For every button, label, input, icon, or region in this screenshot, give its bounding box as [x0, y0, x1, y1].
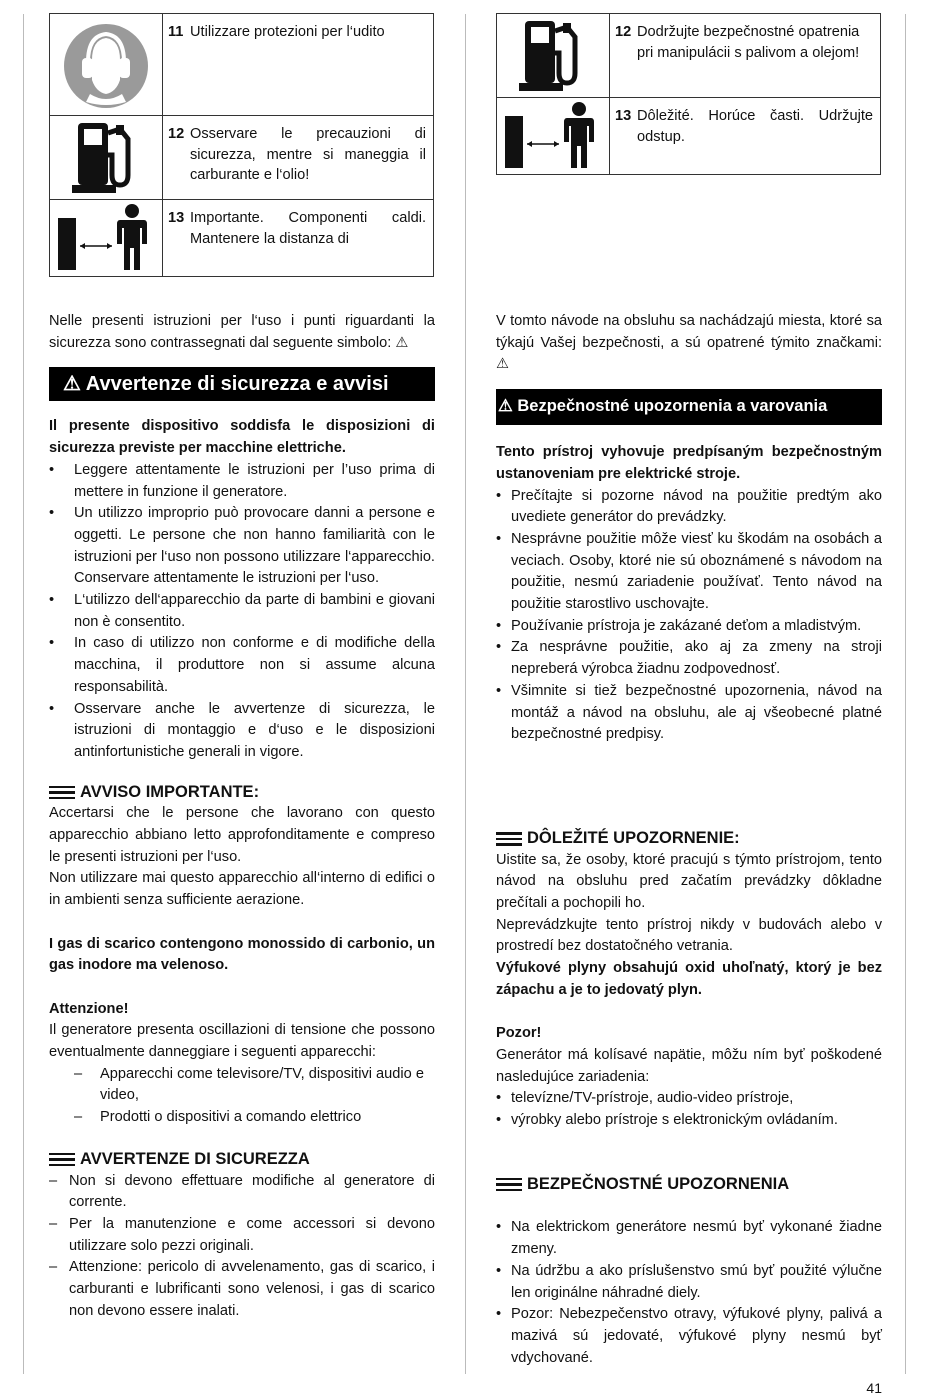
list-item-text: Nesprávne použitie môže viesť ku škodám na osobách a veciach. Osoby, ktoré nie sú oboznámené s návodom na použitie, nesmú zariadenie používať. Tento návod na použitie starostlivo uschovajte.	[511, 530, 882, 613]
list-item-text: televízne/TV-prístroje, audio-video prístroje,	[511, 1090, 794, 1107]
right-column	[496, 311, 882, 1369]
notice-heading	[49, 782, 435, 804]
safety-heading	[496, 1174, 882, 1196]
symbol-text-cell	[163, 116, 434, 200]
attention-text: Il generatore presenta oscillazioni di tensione che possono eventualmente danneggiare i seguenti apparecchi:	[49, 1022, 435, 1061]
dash-mark: –	[74, 1109, 83, 1126]
symbol-text: Dôležité. Horúce časti. Udržujte odstup.	[637, 108, 873, 145]
list-item	[496, 529, 882, 616]
symbol-number: 11	[168, 24, 184, 40]
list-item	[49, 590, 435, 633]
bullet-mark: •	[49, 505, 55, 522]
left-symbol-table	[49, 13, 434, 277]
list-item-text: Prečítajte si pozorne návod na použitie predtým ako uvediete generátor do prevádzky.	[511, 487, 882, 526]
list-item	[49, 1107, 435, 1129]
list-item-text: Non si devono effettuare modifiche al generatore di corrente.	[69, 1172, 435, 1211]
safety-heading	[49, 1149, 435, 1171]
list-item	[496, 637, 882, 680]
list-item-text: Za nesprávne použitie, ako aj za zmeny na stroji nepreberá výrobca žiadnu zodpovednosť.	[511, 639, 882, 678]
notice-text: Uistite sa, že osoby, ktoré pracujú s týmto prístrojom, tento návod na obsluhu pred začatím prevádzky dôkladne prečítali a pochopili ho.	[496, 851, 882, 912]
list-item-text: In caso di utilizzo non conforme e di modifiche della macchina, il produttore non si assume alcuna responsabilità.	[74, 635, 435, 695]
list-item	[496, 1088, 882, 1110]
page-number: 41	[866, 1380, 882, 1396]
notice-text: Neprevádzkujte tento prístroj nikdy v budovách alebo v prostredí bez dostatočného vetrania.	[496, 916, 882, 955]
menu-lines-icon	[496, 1175, 522, 1195]
list-item	[496, 1110, 882, 1132]
symbol-text: Utilizzare protezioni per l‘udito	[190, 24, 385, 40]
right-margin-rule	[905, 14, 906, 1374]
menu-lines-icon	[49, 1150, 75, 1170]
bullet-mark: •	[496, 487, 502, 504]
list-item-text: Per la manutenzione e come accessori si devono utilizzare solo pezzi originali.	[69, 1215, 435, 1254]
bullet-mark: •	[496, 1090, 502, 1107]
symbol-number: 13	[168, 210, 185, 226]
list-item	[496, 486, 882, 529]
left-margin-rule	[23, 14, 24, 1374]
list-item-text: Apparecchi come televisore/TV, dispositivi audio e video,	[100, 1065, 424, 1104]
symbol-icon-cell	[50, 116, 163, 200]
safety-list	[49, 1171, 435, 1323]
list-item	[496, 1304, 882, 1369]
bullet-mark: •	[496, 617, 502, 634]
intro-text: Nelle presenti istruzioni per l‘uso i punti riguardanti la sicurezza sono contrassegnati dal seguente simbolo: ⚠	[49, 313, 435, 351]
menu-lines-icon	[49, 783, 75, 803]
dash-mark: –	[49, 1259, 58, 1276]
symbol-number: 12	[615, 24, 632, 40]
symbol-text: Importante. Componenti caldi. Mantenere la distanza di	[190, 210, 426, 247]
bullet-mark: •	[496, 682, 502, 699]
right-symbol-table	[496, 13, 881, 175]
list-item-text: Prodotti o dispositivi a comando elettrico	[100, 1109, 362, 1126]
bullet-mark: •	[49, 592, 55, 609]
hearing-protection-icon	[62, 22, 150, 110]
list-item	[496, 616, 882, 638]
bullet-mark: •	[496, 1262, 502, 1279]
list-item-text: L‘utilizzo dell‘apparecchio da parte di bambini e giovani non è consentito.	[74, 592, 435, 630]
bullet-mark: •	[49, 461, 55, 478]
list-item	[496, 1261, 882, 1304]
symbol-text-cell	[610, 14, 881, 98]
column-divider	[465, 14, 466, 1374]
list-item-text: Používanie prístroja je zakázané deťom a mladistvým.	[511, 617, 862, 634]
symbol-text-cell	[610, 98, 881, 175]
attention-title: Pozor!	[496, 1025, 542, 1042]
device-list	[496, 1088, 882, 1131]
symbol-text-cell	[163, 200, 434, 277]
safety-heading-text: BEZPEČNOSTNÉ UPOZORNENIA	[527, 1174, 790, 1193]
bullet-mark: •	[496, 1219, 502, 1236]
symbol-number: 13	[615, 108, 632, 124]
safety-heading-text: AVVERTENZE DI SICUREZZA	[80, 1149, 310, 1168]
list-item	[49, 460, 435, 503]
list-item	[496, 1217, 882, 1260]
section-banner: ⚠ Avvertenze di sicurezza e avvisi	[49, 367, 435, 401]
symbol-icon-cell	[497, 14, 610, 98]
list-item	[49, 1214, 435, 1257]
notice-heading	[496, 828, 882, 850]
bullet-mark: •	[496, 530, 502, 547]
symbol-text: Dodržujte bezpečnostné opatrenia pri manipulácii s palivom a olejom!	[637, 24, 860, 61]
list-item	[49, 633, 435, 698]
symbol-text-cell	[163, 14, 434, 116]
notice-text: Accertarsi che le persone che lavorano con questo apparecchio abbiano letto approfonditamente e compreso le presenti istruzioni per l‘uso.	[49, 805, 435, 865]
exhaust-warning: Výfukové plyny obsahujú oxid uhoľnatý, ktorý je bez zápachu a je to jedovatý plyn.	[496, 960, 882, 998]
fuel-pump-icon	[517, 17, 589, 93]
bullet-mark: •	[496, 1306, 502, 1323]
bullet-mark: •	[49, 635, 55, 652]
list-item	[49, 1171, 435, 1214]
list-item-text: Pozor: Nebezpečenstvo otravy, výfukové plyny, palivá a mazivá sú jedovaté, výfukové plyny nesmú byť vdychované.	[511, 1306, 882, 1366]
dash-mark: –	[49, 1215, 58, 1232]
device-list	[49, 1064, 435, 1129]
dash-mark: –	[74, 1065, 83, 1082]
section-banner: ⚠ Bezpečnostné upozornenia a varovania	[496, 389, 882, 425]
list-item-text: výrobky alebo prístroje s elektronickým ovládaním.	[511, 1112, 838, 1129]
notice-heading-text: DÔLEŽITÉ UPOZORNENIE:	[527, 828, 740, 847]
symbol-icon-cell	[50, 200, 163, 277]
attention-text: Generátor má kolísavé napätie, môžu ním byť poškodené nasledujúce zariadenia:	[496, 1046, 882, 1085]
keep-distance-icon	[56, 202, 156, 272]
fuel-pump-icon	[70, 119, 142, 195]
list-item	[496, 681, 882, 746]
list-item-text: Attenzione: pericolo di avvelenamento, gas di scarico, i carburanti e lubrificanti sono velenosi, i gas di scarico non devono essere inalati.	[69, 1259, 435, 1319]
bullet-mark: •	[49, 700, 55, 717]
list-item-text: Všimnite si tiež bezpečnostné upozornenia, návod na montáž a návod na obsluhu, ale aj všeobecné platné bezpečnostné predpisy.	[511, 682, 882, 743]
bullet-mark: •	[496, 639, 502, 656]
lead-text: Il presente dispositivo soddisfa le disposizioni di sicurezza previste per macchine elettriche.	[49, 418, 435, 457]
notice-text: Non utilizzare mai questo apparecchio all‘interno di edifici o in ambienti senza sufficiente aerazione.	[49, 870, 435, 909]
list-item-text: Na údržbu a ako príslušenstvo smú byť použité výlučne len originálne náhradné diely.	[511, 1262, 882, 1301]
menu-lines-icon	[496, 829, 522, 849]
left-column	[49, 311, 435, 1323]
list-item	[49, 1257, 435, 1322]
list-item-text: Osservare anche le avvertenze di sicurezza, le istruzioni di montaggio e d‘uso e le disposizioni antinfortunistiche generali in vigore.	[74, 700, 435, 760]
attention-title: Attenzione!	[49, 1000, 129, 1017]
bullet-list	[49, 460, 435, 764]
list-item	[49, 699, 435, 764]
dash-mark: –	[49, 1172, 58, 1189]
safety-list	[496, 1217, 882, 1369]
symbol-text: Osservare le precauzioni di sicurezza, mentre si maneggia il carburante e l‘olio!	[190, 126, 426, 183]
symbol-number: 12	[168, 126, 185, 142]
lead-text: Tento prístroj vyhovuje predpísaným bezpečnostným ustanoveniam pre elektrické stroje.	[496, 444, 882, 482]
exhaust-warning: I gas di scarico contengono monossido di carbonio, un gas inodore ma velenoso.	[49, 935, 435, 974]
intro-text: V tomto návode na obsluhu sa nachádzajú miesta, ktoré sa týkajú Vašej bezpečnosti, a sú opatrené týmito značkami: ⚠	[496, 313, 882, 373]
notice-heading-text: AVVISO IMPORTANTE:	[80, 782, 260, 801]
list-item	[49, 1064, 435, 1107]
list-item	[49, 503, 435, 590]
keep-distance-icon	[503, 100, 603, 170]
list-item-text: Leggere attentamente le istruzioni per l’uso prima di mettere in funzione il generatore.	[74, 461, 435, 500]
symbol-icon-cell	[497, 98, 610, 175]
symbol-icon-cell	[50, 14, 163, 116]
list-item-text: Un utilizzo improprio può provocare danni a persone e oggetti. Le persone che non hanno familiarità con le istruzioni per l‘uso non possono utilizzare l‘apparecchio. Conservare attentamente le istruzioni per l‘uso.	[74, 505, 435, 587]
list-item-text: Na elektrickom generátore nesmú byť vykonané žiadne zmeny.	[511, 1219, 882, 1258]
bullet-list	[496, 486, 882, 746]
bullet-mark: •	[496, 1112, 502, 1129]
